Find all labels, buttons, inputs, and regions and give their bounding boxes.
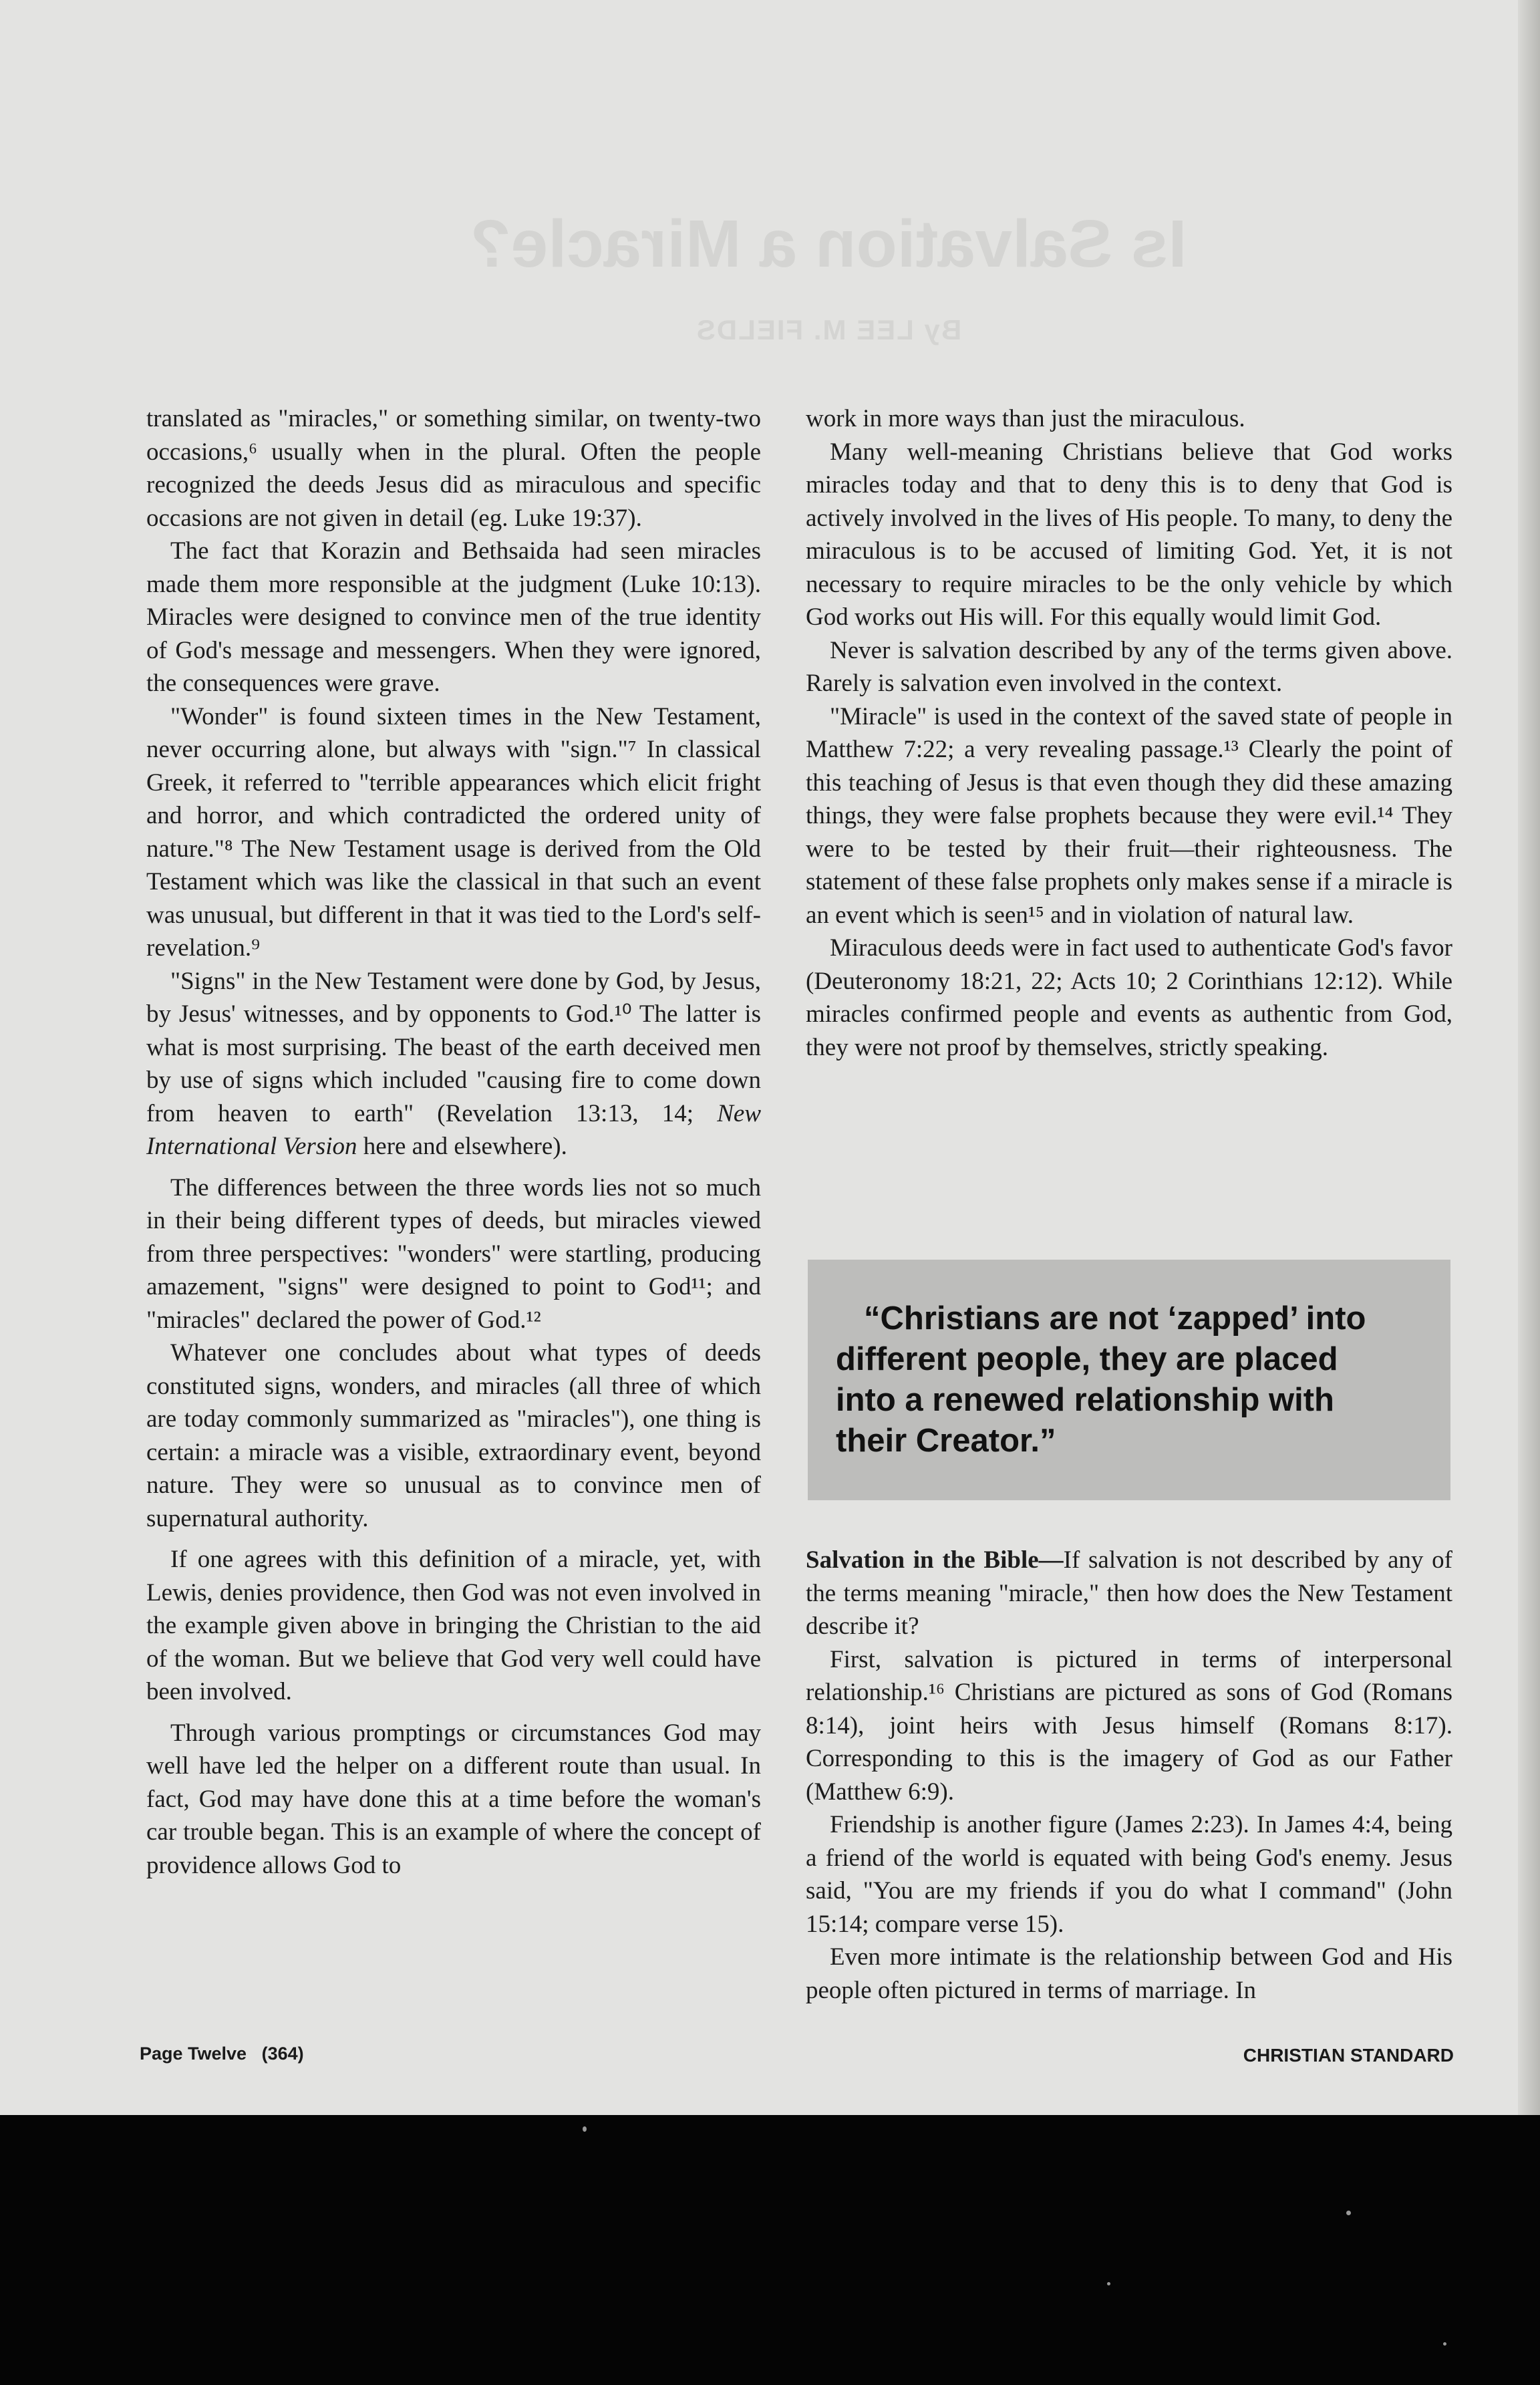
body-text: here and elsewhere).	[357, 1133, 567, 1160]
dust-speck	[1346, 2211, 1351, 2215]
body-paragraph: Many well-meaning Christians believe that God works miracles today and that to deny this is to deny that God is actively involved in the lives of His people. To many, to deny the miraculous is to be accused of limiting God. Yet, it is not necessary to require miracles to be the only vehicle by which God works out His will. For this equally would limit God.	[806, 438, 1452, 631]
body-paragraph: First, salvation is pictured in terms of interpersonal relationship.¹⁶ Christians are pictured as sons of God (Romans 8:14), joint heirs with Jesus himself (Romans 8:17). Corresponding to this is the imagery of God as our Father (Matthew 6:9).	[806, 1645, 1452, 1806]
body-paragraph: Whatever one concludes about what types of deeds constituted signs, wonders, and miracles (all three of which are today commonly summarized as "miracles"), one thing is certain: a miracle was a visible, extraordinary event, beyond nature. They were so unusual as to convince men of supernatural authority.	[146, 1339, 761, 1532]
body-paragraph: work in more ways than just the miraculous.	[806, 405, 1245, 432]
body-text: If salvation is not described by any of the terms meaning "miracle," then how does the New Testament describe it?	[806, 1546, 1452, 1640]
dust-speck	[583, 2126, 587, 2132]
body-paragraph: Through various promptings or circumstances God may well have led the helper on a different route than usual. In fact, God may have done this at a time before the woman's car trouble began. This is an example of where the concept of providence allows God to	[146, 1719, 761, 1879]
body-paragraph: Miraculous deeds were in fact used to authenticate God's favor (Deuteronomy 18:21, 22; Acts 10; 2 Corinthians 12:12). While miracles confirmed people and events as authentic from God, they were not proof by themselves, strictly speaking.	[806, 934, 1452, 1061]
dust-speck	[1443, 2342, 1446, 2346]
left-column	[146, 402, 761, 1882]
body-paragraph: The fact that Korazin and Bethsaida had seen miracles made them more responsible at the judgment (Luke 10:13). Miracles were designed to convince men of the true identity of God's message and messengers. When they were ignored, the consequences were grave.	[146, 537, 761, 697]
dust-speck	[1107, 2282, 1110, 2285]
right-column	[806, 402, 1452, 1064]
right-column-lower	[806, 1544, 1452, 2007]
page-number-footer: Page Twelve (364)	[140, 2044, 304, 2064]
body-paragraph: Never is salvation described by any of the terms given above. Rarely is salvation even involved in the context.	[806, 636, 1452, 697]
body-paragraph: Even more intimate is the relationship between God and His people often pictured in terms of marriage. In	[806, 1943, 1452, 2004]
body-text: "Signs" in the New Testament were done by God, by Jesus, by Jesus' witnesses, and by opponents to God.¹⁰ The latter is what is most surprising. The beast of the earth deceived men by use of signs which included "causing fire to come down from heaven to earth" (Revelation 13:13, 14;	[146, 967, 761, 1127]
pull-quote-line: into a renewed relationship with	[836, 1382, 1334, 1418]
section-heading: Salvation in the Bible—	[806, 1546, 1064, 1574]
italic-title: New International Version	[146, 1099, 761, 1160]
body-paragraph: "Miracle" is used in the context of the saved state of people in Matthew 7:22; a very revealing passage.¹³ Clearly the point of this teaching of Jesus is that even though they did these amazing things, they were false prophets because they were evil.¹⁴ They were to be tested by their fruit—their righteousness. The statement of these false prophets only makes sense if a miracle is an event which is seen¹⁵ and in violation of natural law.	[806, 702, 1452, 929]
body-paragraph: translated as "miracles," or something similar, on twenty-two occasions,⁶ usually when in the plural. Often the people recognized the deeds Jesus did as miraculous and specific occasions are not given in detail (eg. Luke 19:37).	[146, 405, 761, 532]
body-paragraph: "Wonder" is found sixteen times in the New Testament, never occurring alone, but always with "sign."⁷ In classical Greek, it referred to "terrible appearances which elicit fright and horror, and which contradicted the ordered unity of nature."⁸ The New Testament usage is derived from the Old Testament which was like the classical in that such an event was unusual, but different in that it was tied to the Lord's self-revelation.⁹	[146, 702, 761, 962]
section-paragraph	[806, 1544, 1452, 1643]
show-through-byline: By LEE M. FIELDS	[695, 314, 962, 345]
pull-quote-box	[808, 1260, 1450, 1500]
body-paragraph: If one agrees with this definition of a miracle, yet, with Lewis, denies providence, then God was not even involved in the example given above in bringing the Christian to the aid of the woman. But we believe that God very well could have been involved.	[146, 1546, 761, 1705]
show-through-title: Is Salvation a Miracle?	[470, 206, 1187, 281]
page-edge	[1518, 0, 1540, 2115]
body-paragraph: The differences between the three words lies not so much in their being different types of deeds, but miracles viewed from three perspectives: "wonders" were startling, producing amazement, "signs" were designed to point to God¹¹; and "miracles" declared the power of God.¹²	[146, 1173, 761, 1334]
pull-quote-line: “Christians are not ‘zapped’ into	[864, 1300, 1366, 1337]
pull-quote-line: different people, they are placed	[836, 1341, 1338, 1377]
pull-quote-line: their Creator.”	[836, 1423, 1056, 1459]
body-paragraph	[146, 965, 761, 1163]
show-through-header	[361, 200, 1296, 346]
publication-name-footer: CHRISTIAN STANDARD	[1243, 2045, 1454, 2066]
pull-quote-text	[836, 1298, 1424, 1461]
body-paragraph: Friendship is another figure (James 2:23). In James 4:4, being a friend of the world is equated with being God's enemy. Jesus said, "You are my friends if you do what I command" (John 15:14; compare verse 15).	[806, 1811, 1452, 1938]
